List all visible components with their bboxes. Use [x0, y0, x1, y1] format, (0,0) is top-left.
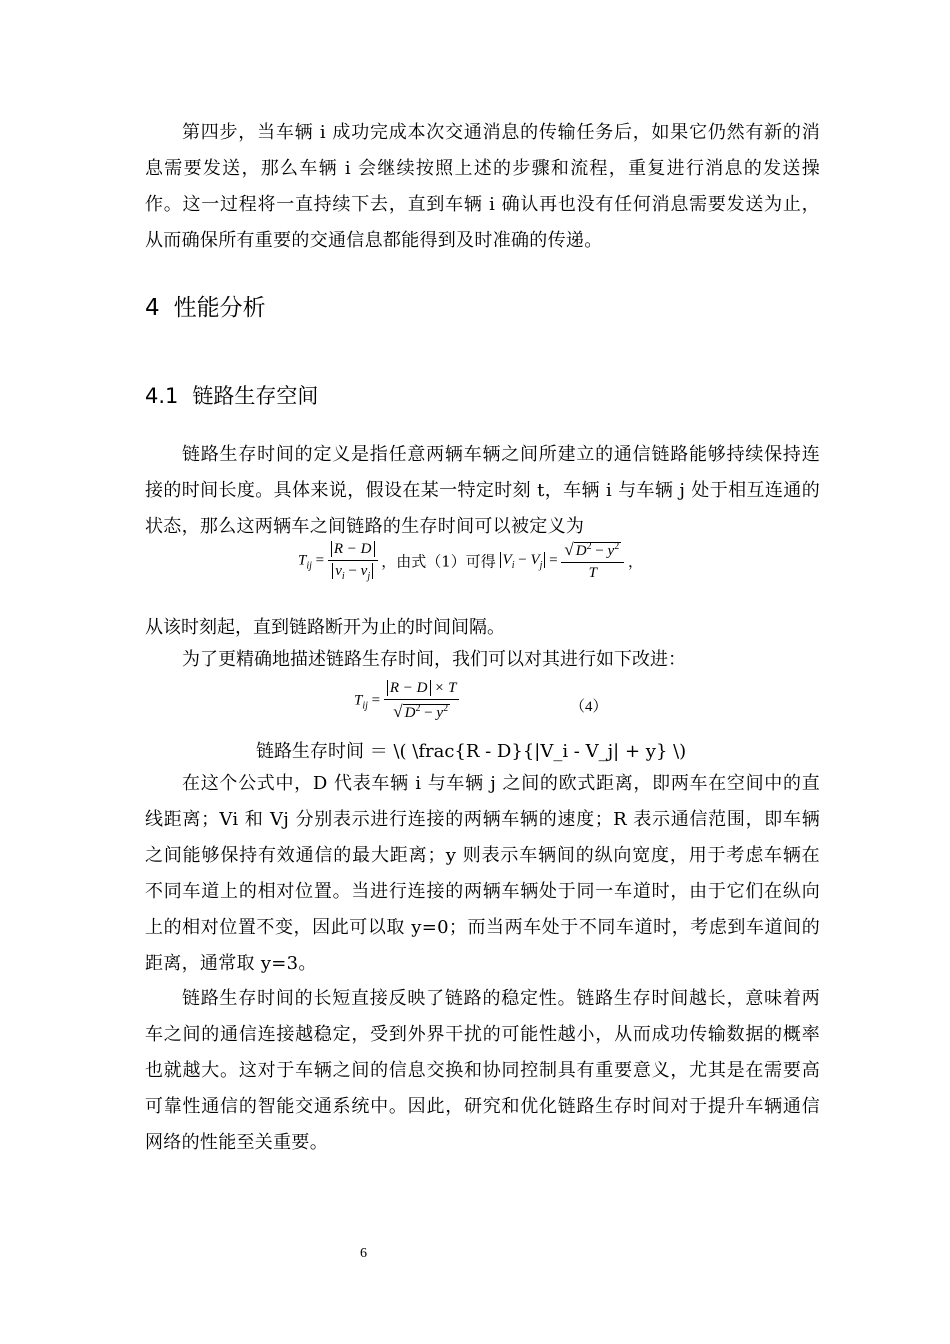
eq1-den-minus: −: [344, 562, 361, 579]
eq4-equals: =: [371, 692, 381, 709]
eq4-fraction: $\frac{R - D \times T}{√ D^2 - y^2}$: [384, 680, 460, 722]
eq1-abs-v: V: [502, 551, 512, 568]
eq1-right-denominator: T: [588, 565, 597, 581]
eq1-rnum-d-exp: 2: [586, 541, 592, 552]
paragraph-improve: 为了更精确地描述链路生存时间，我们可以对其进行如下改进：: [182, 649, 686, 670]
eq1-rnum-y: y: [607, 543, 615, 559]
paragraph-step4: 第四步，当车辆 i 成功完成本次交通消息的传输任务后，如果它仍然有新的消息需要发送，那么车辆 i 会继续按照上述的步骤和流程，重复进行消息的发送操作。这一过程将一直持续下去，直到车辆 i 确认再也没有任何消息需要发送为止，从而确保所有重要的交通信息都能得到及时准确的传递。: [145, 122, 820, 251]
eq1-den-vj: v: [360, 562, 368, 579]
paragraph-definition: 链路生存时间的定义是指任意两辆车辆之间所建立的通信链路能够持续保持连接的时间长度。具体来说，假设在某一特定时刻 t，车辆 i 与车辆 j 处于相互连通的状态，那么这两辆车之间链路的生存时间可以被定义为: [145, 444, 820, 537]
eq1-equals: =: [315, 552, 325, 569]
eq1-fraction: [328, 541, 378, 582]
eq1-lhs-sub: ij: [306, 560, 312, 572]
page-number: 6: [360, 1246, 367, 1261]
eq1-den-j: j: [367, 570, 371, 582]
eq1-rnum-minus: −: [591, 543, 608, 559]
eq1-rnum-y-exp: 2: [614, 541, 620, 552]
subsection-number: 4.1: [145, 384, 179, 408]
eq1-equals2: =: [549, 552, 558, 569]
eq4-den-d-exp: 2: [415, 703, 421, 714]
section-title: 性能分析: [173, 295, 266, 321]
eq4-den-y-exp: 2: [443, 703, 449, 714]
paragraph-interval: 从该时刻起，直到链路断开为止的时间间隔。: [145, 617, 505, 638]
equation-4: [354, 680, 459, 722]
subsection-title: 链路生存空间: [192, 384, 319, 408]
paragraph-stability: 链路生存时间的长短直接反映了链路的稳定性。链路生存时间越长，意味着两车之间的通信连接越稳定，受到外界干扰的可能性越小，从而成功传输数据的概率也就越大。这对于车辆之间的信息交换和协同控制具有重要意义，尤其是在需要高可靠性通信的智能交通系统中。因此，研究和优化链路生存时间对于提升车辆通信网络的性能至关重要。: [145, 988, 820, 1153]
eq1-den-v: v: [335, 562, 342, 579]
eq4-den-d: D: [404, 705, 416, 721]
formula-latex-line: 链路生存时间 ＝ \( \frac{R - D}{|V_i - V_j| + y} \): [256, 741, 687, 762]
section-heading: [145, 289, 266, 322]
eq1-abs-vj: V: [530, 551, 540, 568]
eq1-right-fraction: $\frac{√ D^2 - y^2}{T}$: [561, 540, 624, 582]
eq1-abs-j: j: [539, 559, 543, 571]
eq1-rnum-d: D: [575, 543, 587, 559]
subsection-heading: [145, 380, 318, 410]
eq1-lhs: T: [298, 552, 307, 569]
equation-link-lifetime: [298, 540, 643, 582]
eq4-times: × T: [430, 680, 457, 696]
eq4-den-y: y: [436, 705, 444, 721]
eq1-numerator: R − D: [331, 541, 375, 557]
section-number: 4: [145, 295, 160, 321]
eq1-tail: ，: [627, 552, 643, 571]
eq4-lhs-sub: ij: [362, 700, 368, 712]
eq1-den-i: i: [341, 570, 345, 582]
eq4-label: （4）: [570, 699, 608, 715]
eq1-middle-text: ，由式（1）可得: [381, 552, 496, 571]
eq4-den-minus: −: [420, 705, 437, 721]
eq1-abs-minus: −: [514, 551, 531, 568]
eq1-abs-i: i: [511, 559, 515, 571]
eq4-lhs: T: [354, 692, 363, 709]
paragraph-explanation: 在这个公式中，D 代表车辆 i 与车辆 j 之间的欧式距离，即两车在空间中的直线距离；Vi 和 Vj 分别表示进行连接的两辆车辆的速度；R 表示通信范围，即车辆之间能够保持有效通信的最大距离；y 则表示车辆间的纵向宽度，用于考虑车辆在不同车道上的相对位置。当进行连接的两辆车辆处于同一车道时，由于它们在纵向上的相对位置不变，因此可以取 y=0；而当两车处于不同车道时，考虑到车道间的距离，通常取 y=3。: [145, 773, 820, 974]
eq4-numerator: R − D: [387, 680, 431, 696]
